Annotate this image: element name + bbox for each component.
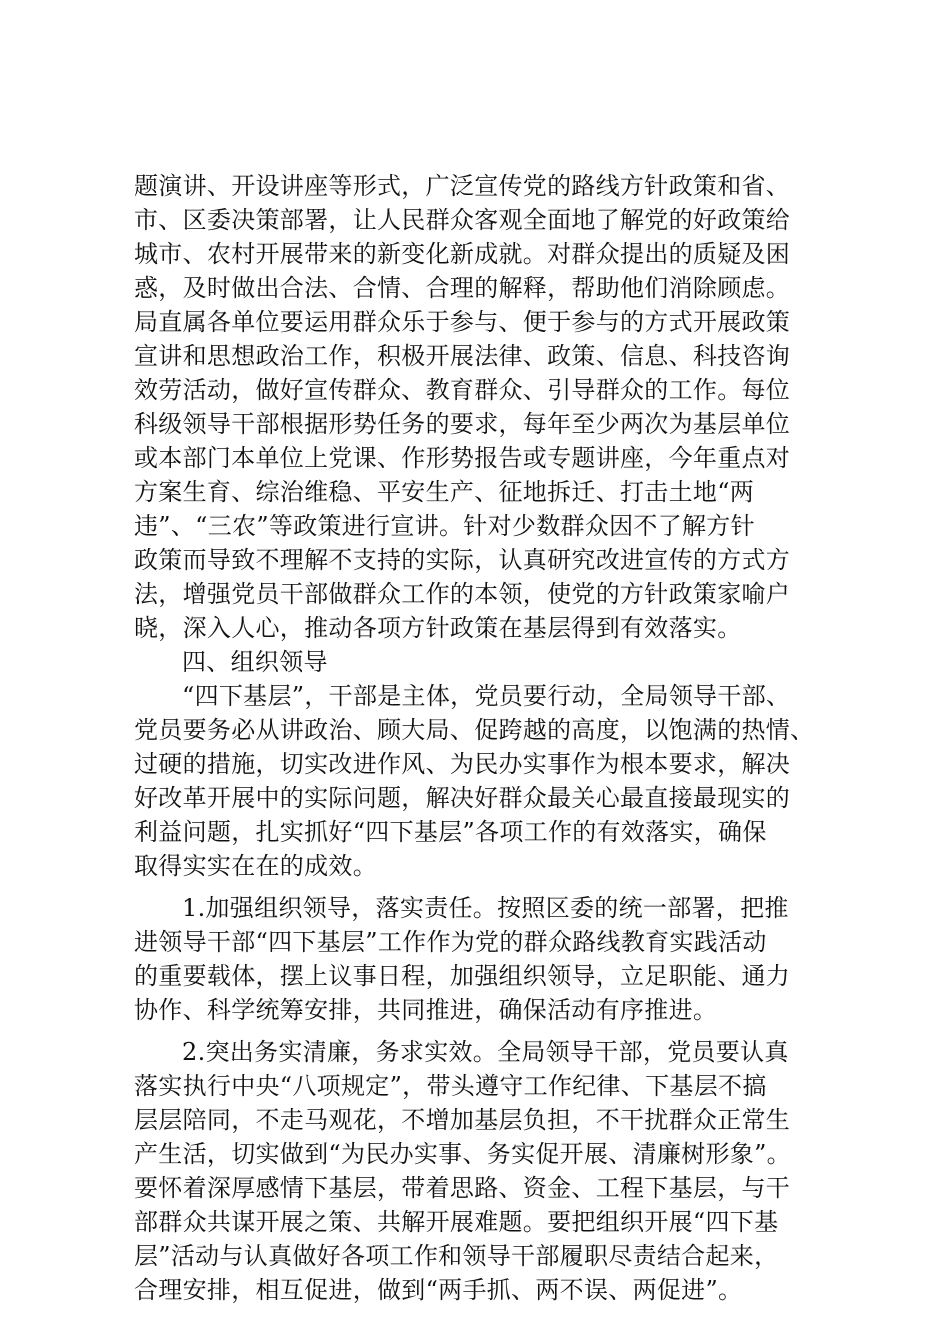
text-line: 好改革开展中的实际问题，解决好群众最关心最直接最现实的	[134, 784, 791, 812]
text-line: 城市、农村开展带来的新变化新成就。对群众提出的质疑及困	[134, 240, 791, 268]
text-line: 晓，深入人心，推动各项方针政策在基层得到有效落实。	[134, 614, 742, 642]
text-line: 宣讲和思想政治工作，积极开展法律、政策、信息、科技咨询	[134, 342, 791, 370]
text-line: 法，增强党员干部做群众工作的本领，使党的方针政策家喻户	[134, 580, 791, 608]
text-line: 要怀着深厚感情下基层，带着思路、资金、工程下基层，与干	[134, 1174, 791, 1202]
text-line: 违”、“三农”等政策进行宣讲。针对少数群众因不了解方针	[134, 512, 755, 540]
text-line: 层”活动与认真做好各项工作和领导干部履职尽责结合起来，	[134, 1242, 779, 1270]
text-line: 的重要载体，摆上议事日程，加强组织领导，立足职能、通力	[134, 962, 791, 990]
text-line: 市、区委决策部署，让人民群众客观全面地了解党的好政策给	[134, 206, 791, 234]
text-line: 题演讲、开设讲座等形式，广泛宣传党的路线方针政策和省、	[134, 172, 791, 200]
text-line: “四下基层”，干部是主体，党员要行动，全局领导干部、	[182, 682, 791, 710]
text-line: 落实执行中央“八项规定”，带头遵守工作纪律、下基层不搞	[134, 1072, 767, 1100]
text-line: 协作、科学统筹安排，共同推进，确保活动有序推进。	[134, 996, 718, 1024]
text-line: 过硬的措施，切实改进作风、为民办实事作为根本要求，解决	[134, 750, 791, 778]
section-heading: 四、组织领导	[182, 648, 328, 676]
text-line: 局直属各单位要运用群众乐于参与、便于参与的方式开展政策	[134, 308, 791, 336]
text-line: 合理安排，相互促进，做到“两手抓、两不误、两促进”。	[134, 1276, 743, 1304]
text-line: 或本部门本单位上党课、作形势报告或专题讲座，今年重点对	[134, 444, 791, 472]
text-line: 科级领导干部根据形势任务的要求，每年至少两次为基层单位	[134, 410, 791, 438]
text-line: 利益问题，扎实抓好“四下基层”各项工作的有效落实，确保	[134, 818, 767, 846]
text-line: 1.加强组织领导，落实责任。按照区委的统一部署，把推	[182, 894, 789, 922]
text-line: 进领导干部“四下基层”工作作为党的群众路线教育实践活动	[134, 928, 767, 956]
text-line: 惑，及时做出合法、合情、合理的解释，帮助他们消除顾虑。	[134, 274, 791, 302]
text-line: 产生活，切实做到“为民办实事、务实促开展、清廉树形象”。	[134, 1140, 791, 1168]
text-line: 政策而导致不理解不支持的实际，认真研究改进宣传的方式方	[134, 546, 791, 574]
text-line: 层层陪同，不走马观花，不增加基层负担，不干扰群众正常生	[134, 1106, 791, 1134]
text-line: 2.突出务实清廉，务求实效。全局领导干部，党员要认真	[182, 1038, 789, 1066]
text-line: 党员要务必从讲政治、顾大局、促跨越的高度，以饱满的热情、	[134, 716, 815, 744]
text-line: 效劳活动，做好宣传群众、教育群众、引导群众的工作。每位	[134, 376, 791, 404]
text-line: 部群众共谋开展之策、共解开展难题。要把组织开展“四下基	[134, 1208, 779, 1236]
text-line: 取得实实在在的成效。	[134, 852, 377, 880]
text-line: 方案生育、综治维稳、平安生产、征地拆迁、打击土地“两	[134, 478, 755, 506]
